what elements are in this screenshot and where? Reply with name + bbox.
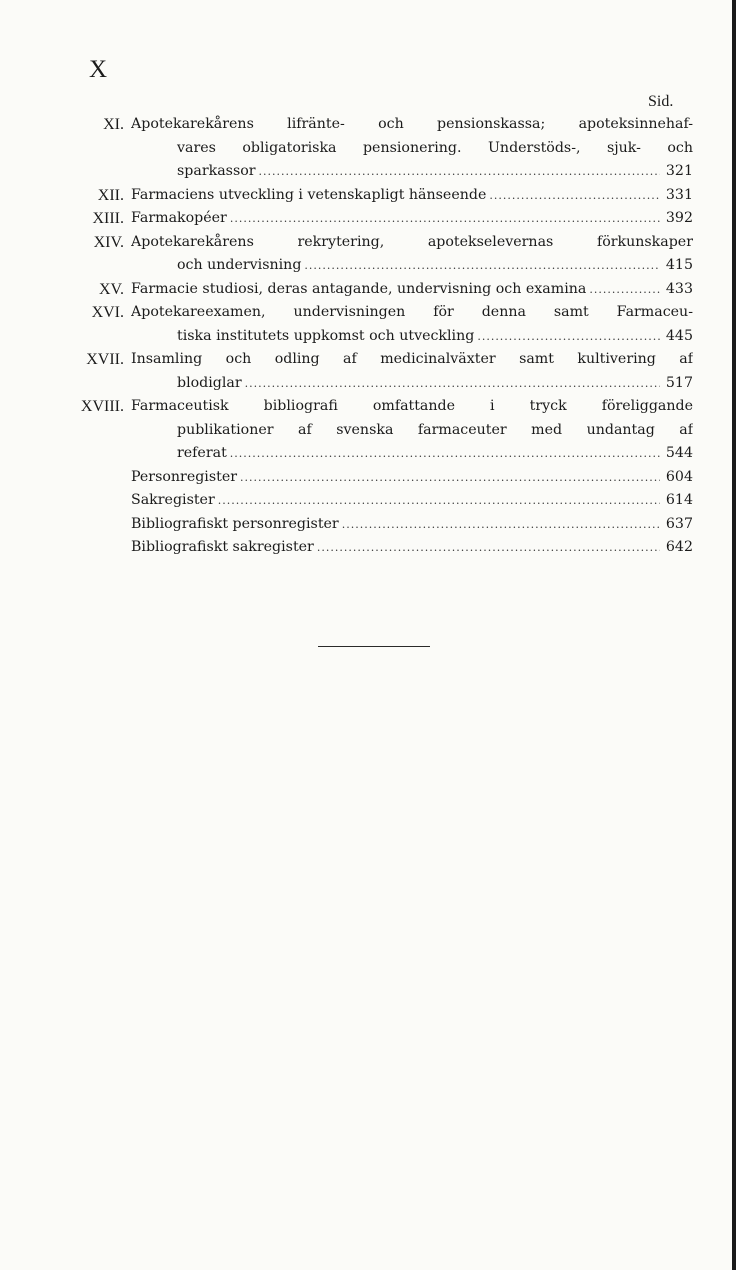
entry-title <box>131 513 693 537</box>
title-last-line <box>131 513 693 537</box>
entry-title <box>131 184 693 208</box>
entry-title <box>131 466 693 490</box>
title-last-line <box>131 325 693 349</box>
entry-title <box>131 231 693 278</box>
title-line: Apotekareexamen, undervisningen för denna samt Farmaceu- <box>131 304 693 320</box>
title-line: publikationer af svenska farmaceuter med undantag af <box>177 421 693 438</box>
toc-entry <box>0 278 736 302</box>
toc-entry <box>0 184 736 208</box>
title-line: vares obligatoriska pensionering. Understöds-, sjuk- och <box>177 139 693 156</box>
toc-entry <box>0 301 736 348</box>
toc-entry <box>0 207 736 231</box>
title-line: Apotekarekårens lifränte- och pensionskassa; apoteksinnehaf- <box>131 116 693 132</box>
toc-entry <box>0 395 736 466</box>
dot-leader <box>304 254 660 278</box>
dot-leader <box>317 536 660 560</box>
toc-entry <box>0 536 736 560</box>
title-text: sparkassor <box>177 163 256 179</box>
dot-leader <box>245 372 660 396</box>
page-reference: 637 <box>665 515 693 532</box>
chapter-number: XIV. <box>93 233 124 251</box>
title-last-line <box>131 489 693 513</box>
toc-entry <box>0 489 736 513</box>
entry-title <box>131 536 693 560</box>
title-text: Personregister <box>131 468 238 485</box>
toc-entry <box>0 348 736 395</box>
title-text: Farmacie studiosi, deras antagande, undervisning och examina <box>131 280 587 297</box>
page-reference: 433 <box>665 280 693 297</box>
page-column-label: Sid. <box>648 93 674 110</box>
title-line: Farmaceutisk bibliografi omfattande i tryck föreliggande <box>131 398 693 414</box>
dot-leader <box>218 489 660 513</box>
title-last-line <box>131 278 693 302</box>
chapter-number: XV. <box>98 280 124 298</box>
section-divider <box>318 646 430 647</box>
page-reference: 517 <box>665 374 693 391</box>
page-reference: 445 <box>665 327 693 344</box>
title-text: Farmakopéer <box>131 210 227 226</box>
page-reference: 544 <box>665 445 693 461</box>
title-text: tiska institutets uppkomst och utveckling <box>177 327 475 344</box>
entry-title <box>131 301 693 348</box>
entry-title <box>131 207 693 231</box>
chapter-number: XI. <box>103 116 124 133</box>
title-text: Bibliografiskt personregister <box>131 515 339 532</box>
table-of-contents <box>0 113 736 560</box>
entry-title <box>131 278 693 302</box>
page-reference: 392 <box>665 210 693 226</box>
title-last-line <box>131 536 693 560</box>
title-last-line <box>131 442 693 466</box>
dot-leader <box>230 207 660 231</box>
toc-entry <box>0 231 736 278</box>
page-reference: 614 <box>665 492 693 508</box>
title-last-line <box>131 372 693 396</box>
toc-entry <box>0 113 736 184</box>
dot-leader <box>230 442 660 466</box>
entry-title <box>131 348 693 395</box>
page-reference: 604 <box>665 468 693 485</box>
title-last-line <box>131 466 693 490</box>
title-text: referat <box>177 445 227 461</box>
dot-leader <box>477 325 660 349</box>
dot-leader <box>259 160 660 184</box>
chapter-number: XVI. <box>91 304 124 321</box>
title-last-line <box>131 160 693 184</box>
page-reference: 642 <box>665 539 693 555</box>
title-last-line <box>131 184 693 208</box>
entry-title <box>131 113 693 184</box>
entry-title <box>131 489 693 513</box>
title-text: och undervisning <box>177 257 302 273</box>
toc-entry <box>0 513 736 537</box>
title-line: Apotekarekårens rekrytering, apotekselevernas förkunskaper <box>131 233 693 250</box>
chapter-number: XII. <box>97 186 124 204</box>
toc-entry <box>0 466 736 490</box>
dot-leader <box>342 513 660 537</box>
scan-edge <box>732 0 736 1270</box>
title-text: Bibliografiskt sakregister <box>131 539 314 555</box>
dot-leader <box>240 466 660 490</box>
title-line: Insamling och odling af medicinalväxter samt kultivering af <box>131 351 693 367</box>
dot-leader <box>489 184 660 208</box>
title-last-line <box>131 207 693 231</box>
page-number: X <box>89 56 108 83</box>
chapter-number: XVII. <box>86 351 124 368</box>
title-text: Farmaciens utveckling i vetenskapligt hänseende <box>131 186 487 203</box>
page-reference: 321 <box>665 163 693 179</box>
entry-title <box>131 395 693 466</box>
title-text: Sakregister <box>131 492 215 508</box>
chapter-number: XVIII. <box>80 398 124 415</box>
page-reference: 415 <box>665 257 693 273</box>
page-reference: 331 <box>665 186 693 203</box>
title-text: blodiglar <box>177 374 242 391</box>
dot-leader <box>589 278 660 302</box>
title-last-line <box>131 254 693 278</box>
chapter-number: XIII. <box>92 210 124 227</box>
